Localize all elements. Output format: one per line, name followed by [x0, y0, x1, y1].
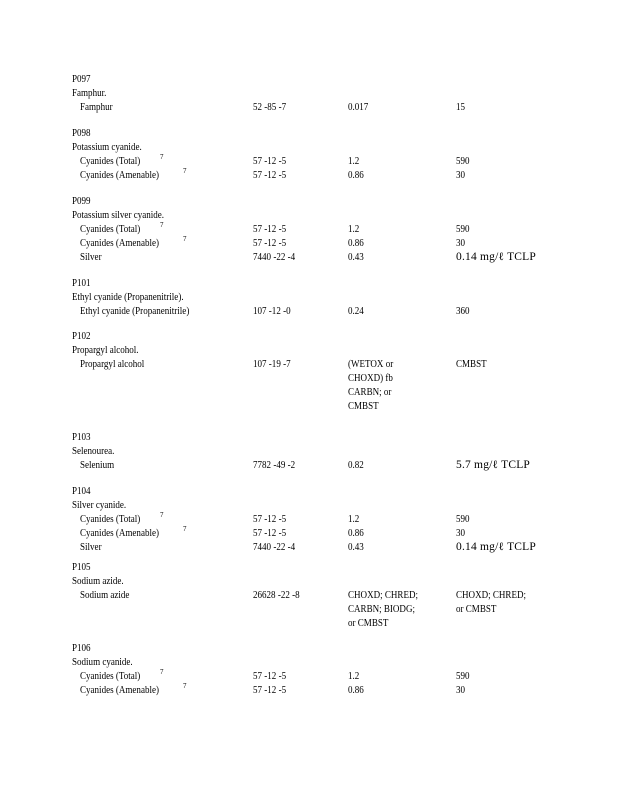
constituent-name: Cyanides (Total) [80, 224, 141, 235]
footnote-marker: 7 [160, 153, 164, 161]
nonwastewater-standard: 15 [456, 102, 466, 113]
cas-number: 107 -12 -0 [253, 306, 291, 317]
cas-number: 57 -12 -5 [253, 224, 287, 235]
wastewater-standard: 0.86 [348, 170, 364, 181]
waste-code: P097 [72, 74, 91, 85]
cas-number: 107 -19 -7 [253, 359, 291, 370]
constituent-name: Silver [80, 252, 102, 263]
nonwastewater-standard: CHOXD; CHRED; [456, 590, 526, 601]
wastewater-standard: CMBST [348, 401, 379, 412]
waste-title: Selenourea. [72, 446, 115, 457]
wastewater-standard: 0.86 [348, 238, 364, 249]
nonwastewater-standard: or CMBST [456, 604, 497, 615]
constituent-name: Cyanides (Amenable) [80, 528, 159, 539]
nonwastewater-standard: 30 [456, 685, 466, 696]
cas-number: 7440 -22 -4 [253, 252, 296, 263]
constituent-name: Cyanides (Total) [80, 156, 141, 167]
wastewater-standard: CHOXD) fb [348, 373, 393, 384]
wastewater-standard: or CMBST [348, 618, 389, 629]
cas-number: 52 -85 -7 [253, 102, 287, 113]
constituent-name: Ethyl cyanide (Propanenitrile) [80, 306, 190, 317]
waste-code: P102 [72, 331, 91, 342]
wastewater-standard: 1.2 [348, 224, 360, 235]
nonwastewater-standard: 590 [456, 156, 470, 167]
constituent-name: Selenium [80, 460, 115, 471]
wastewater-standard: 0.24 [348, 306, 364, 317]
nonwastewater-standard: 0.14 mg/ℓ TCLP [456, 541, 536, 553]
waste-title: Sodium azide. [72, 576, 124, 587]
wastewater-standard: 1.2 [348, 514, 360, 525]
constituent-name: Cyanides (Amenable) [80, 170, 159, 181]
cas-number: 7440 -22 -4 [253, 542, 296, 553]
waste-code: P103 [72, 432, 91, 443]
cas-number: 57 -12 -5 [253, 685, 287, 696]
waste-title: Potassium cyanide. [72, 142, 142, 153]
nonwastewater-standard: 360 [456, 306, 470, 317]
cas-number: 57 -12 -5 [253, 514, 287, 525]
constituent-name: Cyanides (Total) [80, 671, 141, 682]
cas-number: 57 -12 -5 [253, 170, 287, 181]
nonwastewater-standard: 0.14 mg/ℓ TCLP [456, 251, 536, 263]
wastewater-standard: 0.43 [348, 542, 364, 553]
waste-title: Ethyl cyanide (Propanenitrile). [72, 292, 184, 303]
footnote-marker: 7 [160, 668, 164, 676]
wastewater-standard: 0.82 [348, 460, 364, 471]
footnote-marker: 7 [183, 167, 187, 175]
constituent-name: Cyanides (Amenable) [80, 238, 159, 249]
constituent-name: Cyanides (Total) [80, 514, 141, 525]
wastewater-standard: 0.43 [348, 252, 364, 263]
cas-number: 26628 -22 -8 [253, 590, 300, 601]
nonwastewater-standard: 590 [456, 514, 470, 525]
footnote-marker: 7 [183, 682, 187, 690]
waste-title: Sodium cyanide. [72, 657, 133, 668]
waste-code: P098 [72, 128, 91, 139]
constituent-name: Famphur [80, 102, 113, 113]
footnote-marker: 7 [183, 235, 187, 243]
waste-code: P099 [72, 196, 91, 207]
wastewater-standard: 0.86 [348, 685, 364, 696]
waste-code: P105 [72, 562, 91, 573]
nonwastewater-standard: 30 [456, 528, 466, 539]
footnote-marker: 7 [160, 511, 164, 519]
constituent-name: Silver [80, 542, 102, 553]
waste-title: Famphur. [72, 88, 107, 99]
wastewater-standard: 1.2 [348, 671, 360, 682]
constituent-name: Propargyl alcohol [80, 359, 145, 370]
cas-number: 57 -12 -5 [253, 671, 287, 682]
nonwastewater-standard: 30 [456, 170, 466, 181]
footnote-marker: 7 [183, 525, 187, 533]
wastewater-standard: 1.2 [348, 156, 360, 167]
nonwastewater-standard: CMBST [456, 359, 487, 370]
wastewater-standard: (WETOX or [348, 359, 394, 370]
waste-title: Potassium silver cyanide. [72, 210, 165, 221]
waste-title: Propargyl alcohol. [72, 345, 139, 356]
wastewater-standard: 0.017 [348, 102, 369, 113]
cas-number: 57 -12 -5 [253, 156, 287, 167]
waste-title: Silver cyanide. [72, 500, 127, 511]
footnote-marker: 7 [160, 221, 164, 229]
waste-code: P104 [72, 486, 91, 497]
wastewater-standard: CHOXD; CHRED; [348, 590, 418, 601]
constituent-name: Sodium azide [80, 590, 130, 601]
wastewater-standard: CARBN; or [348, 387, 392, 398]
nonwastewater-standard: 590 [456, 671, 470, 682]
constituent-name: Cyanides (Amenable) [80, 685, 159, 696]
waste-code: P101 [72, 278, 91, 289]
wastewater-standard: CARBN; BIODG; [348, 604, 415, 615]
nonwastewater-standard: 5.7 mg/ℓ TCLP [456, 459, 531, 471]
cas-number: 7782 -49 -2 [253, 460, 296, 471]
cas-number: 57 -12 -5 [253, 528, 287, 539]
wastewater-standard: 0.86 [348, 528, 364, 539]
nonwastewater-standard: 590 [456, 224, 470, 235]
cas-number: 57 -12 -5 [253, 238, 287, 249]
nonwastewater-standard: 30 [456, 238, 466, 249]
waste-code: P106 [72, 643, 91, 654]
